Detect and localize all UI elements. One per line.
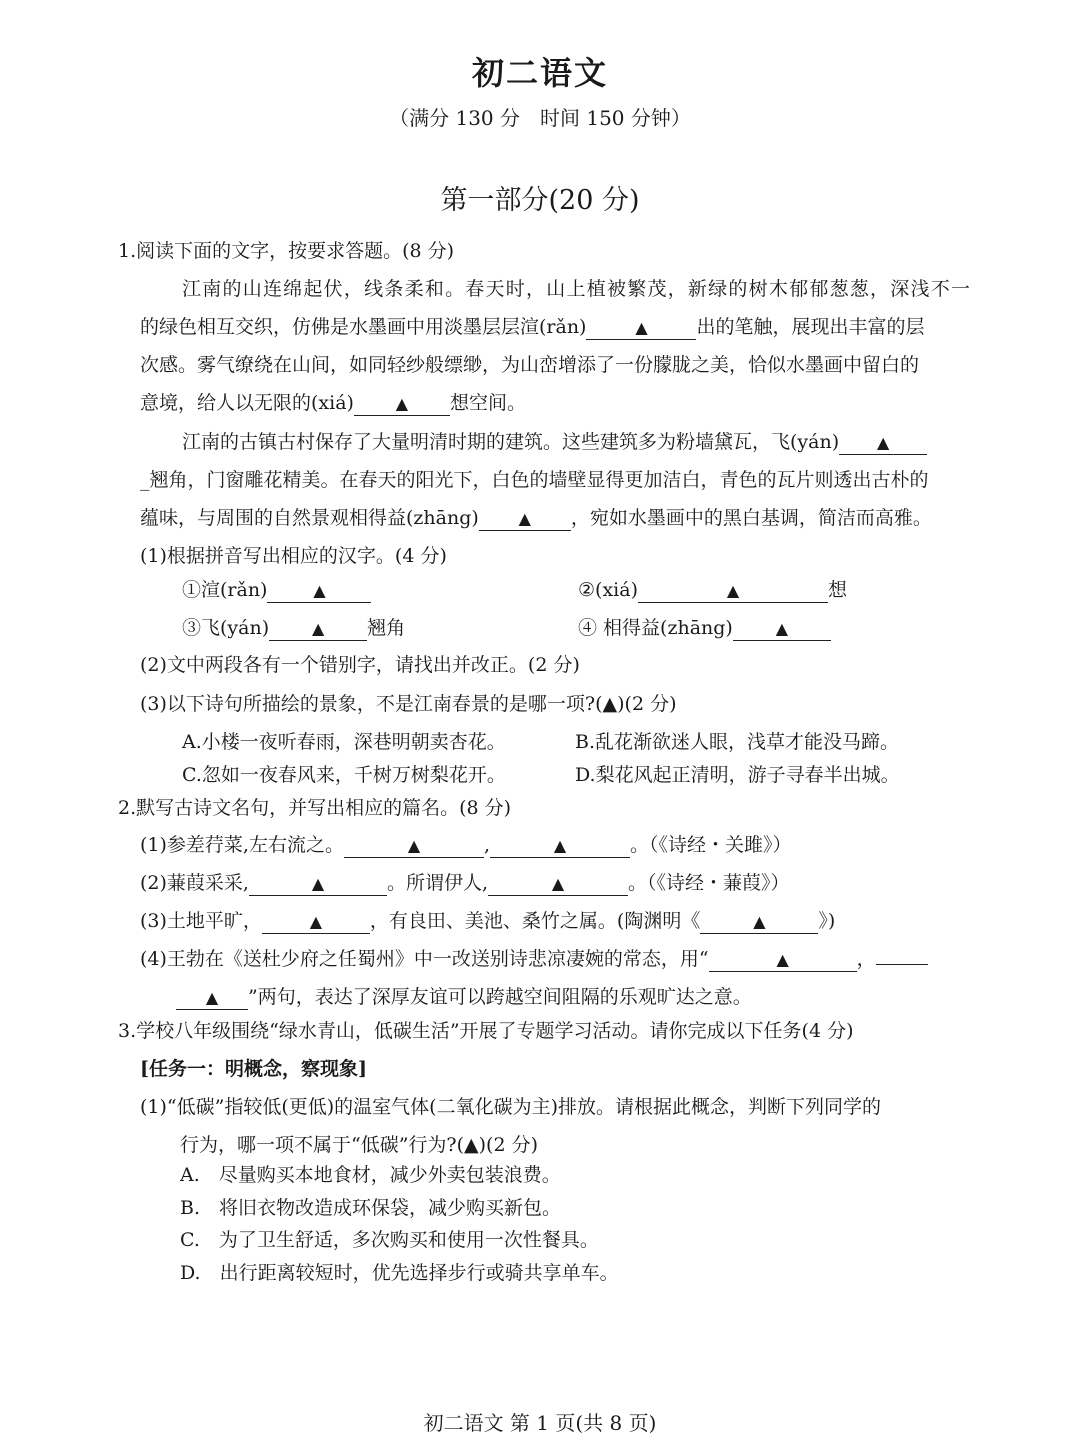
- blank-marker: ▲: [407, 836, 421, 855]
- answer-blank-2-3a[interactable]: [262, 910, 370, 934]
- q1-sub1-c: ③飞(yán) ▲ 翘角: [182, 617, 406, 639]
- q1-option-a: A.小楼一夜听春雨，深巷明朝卖杏花。: [182, 731, 506, 753]
- q1-p1-text-b: 出的笔触，展现出丰富的层: [696, 316, 925, 338]
- q1-p2-line3: [140, 505, 932, 531]
- answer-blank-2-3b[interactable]: [700, 910, 818, 934]
- answer-blank-2-2a[interactable]: [249, 872, 387, 896]
- answer-blank-1b[interactable]: [638, 579, 828, 603]
- blank-marker: ▲: [518, 509, 531, 528]
- part-heading: 第一部分(20 分): [440, 185, 640, 216]
- q1-p2-line2: _翘角，门窗雕花精美。在春天的阳光下，白色的墙壁显得更加洁白，青色的瓦片则透出古朴的: [140, 469, 929, 491]
- blank-marker: ▲: [309, 912, 323, 931]
- q1-p1-line2: [140, 314, 925, 340]
- q1-p1-text-a: 的绿色相互交织，仿佛是水墨画中用淡墨层层渲(rǎn): [140, 316, 587, 338]
- q1-option-c: C.忽如一夜春风来，千树万树梨花开。: [182, 764, 506, 786]
- blank-marker: ▲: [726, 581, 740, 600]
- q3-option-a: A. 尽量购买本地食材，减少外卖包装浪费。: [180, 1164, 561, 1186]
- answer-blank-ran[interactable]: [586, 316, 696, 340]
- answer-blank-2-1a[interactable]: [344, 834, 484, 858]
- q2-sub3: (3)土地平旷， ▲ ，有良田、美池、桑竹之属。(陶渊明《 ▲ 》): [140, 910, 836, 932]
- answer-blank-1c[interactable]: [269, 617, 367, 641]
- q1-p1-text-d: 想空间。: [449, 392, 526, 414]
- page-title: 初二语文: [471, 54, 608, 92]
- page-footer: 初二语文 第 1 页(共 8 页): [423, 1411, 657, 1435]
- q2-sub1: (1)参差荇菜,左右流之。 ▲ , ▲ 。（《诗经・关雎》）: [140, 834, 792, 856]
- q1-sub1: (1)根据拼音写出相应的汉字。(4 分): [140, 545, 447, 567]
- q1-p2-text-b: 蕴味，与周围的自然景观相得益(zhāng): [140, 507, 479, 529]
- q3-sub1-line2: 行为，哪一项不属于“低碳”行为?(▲)(2 分): [180, 1134, 539, 1156]
- answer-blank-2-4b-start[interactable]: [876, 964, 928, 965]
- q2-sub4-line1: (4)王勃在《送杜少府之任蜀州》中一改送别诗悲凉凄婉的常态，用“ ▲ ，: [140, 946, 928, 972]
- answer-blank-yan[interactable]: [839, 431, 927, 455]
- q3-option-d: D. 出行距离较短时，优先选择步行或骑共享单车。: [180, 1262, 619, 1284]
- answer-blank-2-4a[interactable]: [709, 948, 857, 972]
- blank-marker: ▲: [635, 318, 648, 337]
- blank-marker: ▲: [553, 836, 567, 855]
- q1-p1-line1: 江南的山连绵起伏，线条柔和。春天时，山上植被繁茂，新绿的树木郁郁葱葱，深浅不一: [182, 278, 970, 300]
- q1-p1-line3: 次感。雾气缭绕在山间，如同轻纱般缥缈，为山峦增添了一份朦胧之美，恰似水墨画中留白的: [140, 354, 920, 376]
- q1-p2-line1: [182, 429, 927, 455]
- blank-marker: ▲: [775, 619, 788, 638]
- blank-marker: ▲: [313, 581, 326, 600]
- answer-blank-1a[interactable]: [267, 579, 371, 603]
- blank-marker: ▲: [753, 912, 766, 931]
- q3-heading: 3.学校八年级围绕“绿水青山，低碳生活”开展了专题学习活动。请你完成以下任务(4 分): [118, 1020, 854, 1042]
- q1-option-d: D.梨花风起正清明，游子寻春半出城。: [575, 764, 900, 786]
- answer-blank-2-2b[interactable]: [488, 872, 628, 896]
- q1-sub3: (3)以下诗句所描绘的景象，不是江南春景的是哪一项?(▲)(2 分): [140, 693, 677, 715]
- q1-option-b: B.乱花渐欲迷人眼，浅草才能没马蹄。: [575, 731, 900, 753]
- q1-sub1-d: ④ 相得益(zhāng) ▲: [578, 615, 831, 641]
- answer-blank-xia[interactable]: [354, 392, 450, 416]
- q3-option-c: C. 为了卫生舒适，多次购买和使用一次性餐具。: [180, 1229, 599, 1251]
- blank-marker: ▲: [311, 874, 325, 893]
- q1-heading: 1.阅读下面的文字，按要求答题。(8 分): [118, 240, 455, 262]
- blank-marker: ▲: [205, 988, 219, 1007]
- blank-marker: ▲: [395, 394, 409, 413]
- q3-sub1-line1: (1)“低碳”指较低(更低)的温室气体(二氧化碳为主)排放。请根据此概念，判断下列同学的: [140, 1096, 881, 1118]
- blank-marker: ▲: [776, 950, 789, 969]
- q2-heading: 2.默写古诗文名句，并写出相应的篇名。(8 分): [118, 797, 512, 819]
- blank-marker: ▲: [551, 874, 565, 893]
- answer-blank-1d[interactable]: [733, 617, 831, 641]
- answer-blank-2-1b[interactable]: [490, 834, 630, 858]
- answer-blank-zhang[interactable]: [479, 507, 571, 531]
- blank-marker: ▲: [311, 619, 325, 638]
- q1-p1-line4: [140, 390, 526, 416]
- q1-sub2: (2)文中两段各有一个错别字，请找出并改正。(2 分): [140, 654, 580, 676]
- q1-sub1-a: ①渲(rǎn) ▲: [182, 577, 371, 603]
- q1-p2-text-a: 江南的古镇古村保存了大量明清时期的建筑。这些建筑多为粉墙黛瓦，飞(yán): [182, 431, 840, 453]
- q2-sub4-line2: ▲ ”两句，表达了深厚友谊可以跨越空间阻隔的乐观旷达之意。: [176, 984, 752, 1010]
- blank-marker: ▲: [876, 433, 890, 452]
- q1-sub1-b: ②(xiá) ▲ 想: [578, 579, 847, 601]
- q1-p1-text-c: 意境，给人以无限的(xiá): [140, 392, 354, 414]
- q1-p2-text-c: ，宛如水墨画中的黑白基调，简洁而高雅。: [570, 507, 932, 529]
- q3-task1-heading: [任务一：明概念，察现象]: [140, 1058, 367, 1080]
- answer-blank-2-4b[interactable]: [176, 986, 248, 1010]
- q2-sub2: (2)蒹葭采采, ▲ 。所谓伊人, ▲ 。（《诗经・蒹葭》）: [140, 872, 790, 894]
- page-subtitle: （满分 130 分 时间 150 分钟）: [389, 106, 691, 130]
- q3-option-b: B. 将旧衣物改造成环保袋，减少购买新包。: [180, 1197, 562, 1219]
